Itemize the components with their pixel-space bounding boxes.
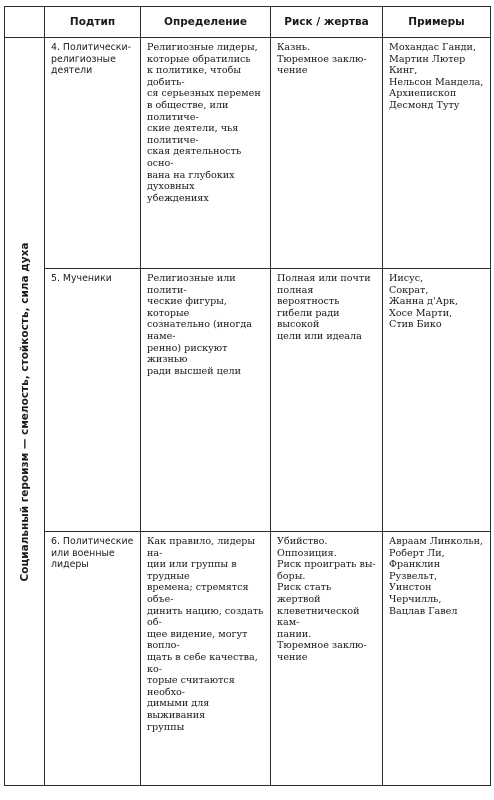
subtype-text: [45, 269, 140, 289]
text-line: ся серьезных перемен: [147, 88, 261, 100]
text-line: деятели: [51, 65, 93, 77]
text-line: Роберт Ли,: [389, 547, 445, 559]
header-subtype: Подтип: [45, 7, 141, 38]
examples-cell: [383, 532, 491, 786]
text-line: лидеры: [51, 559, 89, 571]
definition-text: [141, 38, 270, 208]
definition-cell: [141, 38, 271, 269]
text-line: Полная или почти: [277, 273, 371, 284]
table-row: [5, 532, 491, 786]
subtype-text: [45, 38, 140, 81]
text-line: цели или идеала: [277, 330, 362, 342]
text-line: Сократ,: [389, 284, 429, 296]
text-line: Уинстон Черчилль,: [389, 582, 442, 605]
text-line: Архиепископ: [389, 88, 457, 100]
text-line: Десмонд Туту: [389, 99, 460, 111]
text-line: Мартин Лютер: [389, 53, 466, 65]
text-line: чение: [277, 65, 308, 77]
text-line: полная вероятность: [277, 284, 340, 308]
text-line: или военные: [51, 547, 115, 559]
text-line: Нельсон Мандела,: [389, 76, 484, 88]
text-line: боры.: [277, 570, 306, 582]
subtype-cell: [45, 38, 141, 269]
text-line: 6. Политические: [51, 536, 134, 547]
examples-text: [383, 38, 490, 116]
header-examples: Примеры: [383, 7, 491, 38]
text-line: Оппозиция.: [277, 547, 337, 559]
text-line: гибели ради высокой: [277, 307, 340, 331]
document-page: [4, 6, 490, 794]
text-line: Тюремное заклю-: [277, 53, 367, 65]
risk-cell: [271, 532, 383, 786]
text-line: Риск проиграть вы-: [277, 559, 376, 571]
text-line: Жанна д'Арк,: [389, 296, 459, 308]
table-row: [5, 269, 491, 532]
examples-text: [383, 269, 490, 335]
text-line: димыми для выживания: [147, 698, 210, 721]
text-line: религиозные: [51, 53, 116, 65]
text-line: пании.: [277, 628, 312, 640]
risk-cell: [271, 269, 383, 532]
section-label: Социальный героизм — смелость, стойкость, сила духа: [18, 242, 31, 581]
text-line: ские деятели, чья политиче-: [147, 123, 239, 146]
text-line: Риск стать жертвой: [277, 582, 332, 605]
header-definition: Определение: [141, 7, 271, 38]
text-line: Франклин Рузвельт,: [389, 559, 441, 582]
text-line: к политике, чтобы добить-: [147, 65, 242, 88]
text-line: щать в себе качества, ко-: [147, 651, 258, 675]
text-line: ческие фигуры, которые: [147, 296, 227, 319]
text-line: Религиозные лидеры,: [147, 42, 258, 53]
text-line: щее видение, могут вопло-: [147, 628, 248, 652]
definition-text: [141, 269, 270, 381]
text-line: Религиозные или полити-: [147, 273, 236, 296]
examples-text: [383, 532, 490, 621]
heroism-table: [4, 6, 491, 786]
text-line: Убийство.: [277, 536, 328, 547]
text-line: клеветнической кам-: [277, 605, 360, 629]
risk-text: [271, 38, 382, 81]
text-line: Мохандас Ганди,: [389, 42, 476, 53]
text-line: ская деятельность осно-: [147, 146, 242, 169]
text-line: Иисус,: [389, 273, 424, 284]
risk-text: [271, 269, 382, 347]
text-line: 4. Политически-: [51, 42, 131, 53]
text-line: динить нацию, создать об-: [147, 605, 264, 629]
risk-text: [271, 532, 382, 668]
risk-cell: [271, 38, 383, 269]
text-line: чение: [277, 651, 308, 663]
text-line: Как правило, лидеры на-: [147, 536, 256, 559]
text-line: времена; стремятся объе-: [147, 582, 249, 605]
examples-cell: [383, 269, 491, 532]
subtype-cell: [45, 269, 141, 532]
examples-cell: [383, 38, 491, 269]
text-line: Авраам Линкольн,: [389, 536, 484, 547]
text-line: Вацлав Гавел: [389, 605, 458, 617]
subtype-cell: [45, 532, 141, 786]
subtype-text: [45, 532, 140, 575]
text-line: Тюремное заклю-: [277, 640, 367, 652]
text-line: сознательно (иногда наме-: [147, 319, 252, 342]
text-line: Хосе Марти,: [389, 307, 453, 319]
text-line: группы: [147, 721, 185, 733]
text-line: 5. Мученики: [51, 273, 112, 284]
table-header-row: [5, 7, 491, 38]
text-line: ради высшей цели: [147, 365, 241, 377]
definition-text: [141, 532, 270, 737]
definition-cell: [141, 532, 271, 786]
text-line: Казнь.: [277, 42, 311, 53]
text-line: ции или группы в трудные: [147, 559, 237, 582]
text-line: убеждениях: [147, 192, 209, 204]
text-line: Стив Бико: [389, 319, 442, 331]
table-row: [5, 38, 491, 269]
section-cell: [5, 38, 45, 786]
text-line: Кинг,: [389, 65, 418, 77]
text-line: вана на глубоких духовных: [147, 169, 235, 193]
header-risk: Риск / жертва: [271, 7, 383, 38]
text-line: ренно) рискуют жизнью: [147, 342, 228, 366]
text-line: в обществе, или политиче-: [147, 99, 229, 123]
text-line: торые считаются необхо-: [147, 675, 235, 698]
text-line: которые обратились: [147, 53, 251, 65]
definition-cell: [141, 269, 271, 532]
header-corner-cell: [5, 7, 45, 38]
